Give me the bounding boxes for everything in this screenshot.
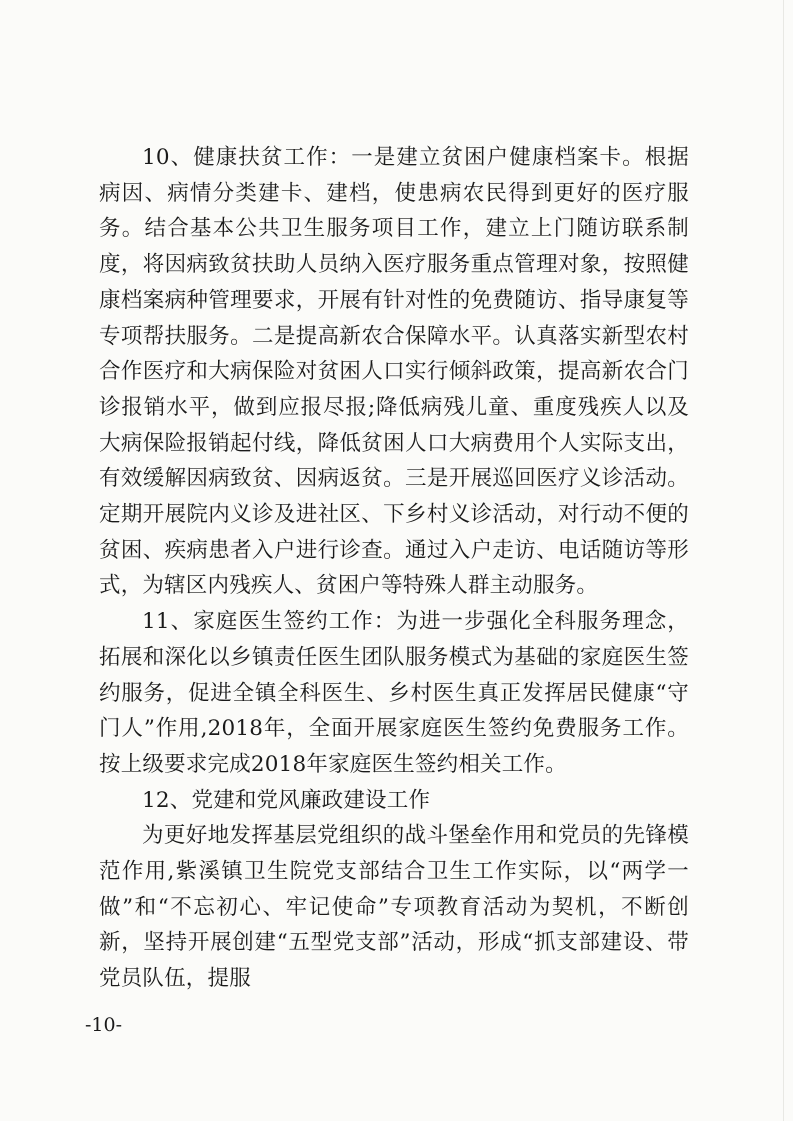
document-body xyxy=(99,140,689,997)
scan-edge-divider xyxy=(783,0,784,1121)
section-heading-party-building: 12、党建和党风廉政建设工作 xyxy=(142,787,431,813)
paragraph-health-poverty: 10、健康扶贫工作：一是建立贫困户健康档案卡。根据病因、病情分类建卡、建档，使患病农民得到更好的医疗服务。结合基本公共卫生服务项目工作，建立上门随访联系制度，将因病致贫扶助人员纳入医疗服务重点管理对象，按照健康档案病种管理要求，开展有针对性的免费随访、指导康复等专项帮扶服务。二是提高新农合保障水平。认真落实新型农村合作医疗和大病保险对贫困人口实行倾斜政策，提高新农合门诊报销水平，做到应报尽报;降低病残儿童、重度残疾人以及大病保险报销起付线，降低贫困人口大病费用个人实际支出，有效缓解因病致贫、因病返贫。三是开展巡回医疗义诊活动。定期开展院内义诊及进社区、下乡村义诊活动，对行动不便的贫困、疾病患者入户进行诊查。通过入户走访、电话随访等形式，为辖区内残疾人、贫困户等特殊人群主动服务。 xyxy=(99,145,689,599)
page-number: -10- xyxy=(85,1014,123,1036)
paragraph-party-building: 为更好地发挥基层党组织的战斗堡垒作用和党员的先锋模范作用,紫溪镇卫生院党支部结合卫生工作实际，以“两学一做”和“不忘初心、牢记使命”专项教育活动为契机，不断创新，坚持开展创建“五型党支部”活动，形成“抓支部建设、带党员队伍，提服 xyxy=(99,823,689,992)
paragraph-family-doctor: 11、家庭医生签约工作：为进一步强化全科服务理念，拓展和深化以乡镇责任医生团队服务模式为基础的家庭医生签约服务，促进全镇全科医生、乡村医生真正发挥居民健康“守门人”作用,2018年，全面开展家庭医生签约免费服务工作。按上级要求完成2018年家庭医生签约相关工作。 xyxy=(99,609,689,777)
